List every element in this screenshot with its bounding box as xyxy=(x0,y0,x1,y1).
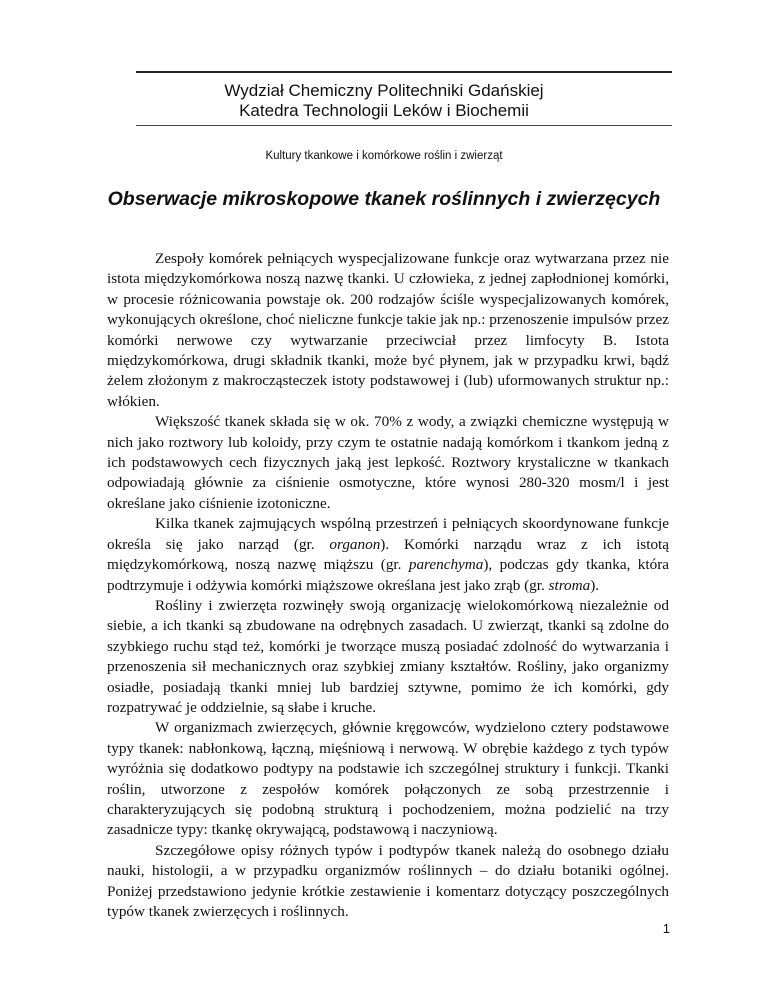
header-bottom-rule xyxy=(136,125,672,126)
paragraph: Większość tkanek składa się w ok. 70% z wody, a związki chemiczne występują w nich jako roztwory lub koloidy, przy czym te ostatnie nadają komórkom i tkankom jedną z ich podstawowych cech fizycznych jaką jest lepkość. Roztwory krystaliczne w tkankach odpowiadają głównie za ciśnienie osmotyczne, które wynosi 280-320 mosm/l i jest określane jako ciśnienie izotoniczne. xyxy=(107,413,669,512)
header-faculty: Wydział Chemiczny Politechniki Gdańskiej xyxy=(224,81,544,100)
document-title: Obserwacje mikroskopowe tkanek roślinnych i zwierzęcych xyxy=(107,188,661,210)
paragraph: Szczegółowe opisy różnych typów i podtypów tkanek należą do osobnego działu nauki, histologii, a w przypadku organizmów roślinnych – do działu botaniki ogólnej. Poniżej przedstawiono jedynie krótkie zestawienie i komentarz dotyczący poszczególnych typów tkanek zwierzęcych i roślinnych. xyxy=(107,841,669,920)
course-name: Kultury tkankowe i komórkowe roślin i zwierząt xyxy=(265,150,503,162)
paragraph: Kilka tkanek zajmujących wspólną przestrzeń i pełniących skoordynowane funkcje określa się jako narząd (gr. organon). Komórki narządu wraz z ich istotą międzykomórkową, noszą nazwę miąższu (gr. parenchyma), podczas gdy tkanka, która podtrzymuje i odżywia komórki miąższowe określana jest jako zrąb (gr. stroma). xyxy=(107,515,669,594)
page-number: 1 xyxy=(662,921,670,936)
paragraph: Rośliny i zwierzęta rozwinęły swoją organizację wielokomórkową niezależnie od siebie, a ich tkanki są zbudowane na odrębnych zasadach. U zwierząt, tkanki są zdolne do szybkiego ruchu stąd też, komórki je tworzące muszą posiadać zdolność do wytwarzania i przenoszenia sił mechanicznych oraz szybkiej zmiany kształtów. Rośliny, jako organizmy osiadłe, posiadają tkanki mniej lub bardziej sztywne, pomimo że ich komórki, gdy rozpatrywać je oddzielnie, są słabe i kruche. xyxy=(107,596,669,716)
document-body xyxy=(107,249,669,922)
paragraph: Zespoły komórek pełniących wyspecjalizowane funkcje oraz wytwarzana przez nie istota międzykomórkowa noszą nazwę tkanki. U człowieka, z jednej zapłodnionej komórki, w procesie różnicowania powstaje ok. 200 rodzajów ściśle wyspecjalizowanych komórek, wykonujących określone, choć nieliczne funkcje takie jak np.: przenoszenie impulsów przez komórki nerwowe czy wytwarzanie przeciwciał przez limfocyty B. Istota międzykomórkowa, drugi składnik tkanki, może być płynem, jak w przypadku krwi, bądź żelem złożonym z makrocząsteczek istoty podstawowej i (lub) uformowanych struktur np.: włókien. xyxy=(107,250,669,410)
header-department: Katedra Technologii Leków i Biochemii xyxy=(239,101,529,120)
header-top-rule xyxy=(136,71,672,73)
paragraph: W organizmach zwierzęcych, głównie kręgowców, wydzielono cztery podstawowe typy tkanek: nabłonkową, łączną, mięśniową i nerwową. W obrębie każdego z tych typów wyróżnia się dodatkowo podtypy na podstawie ich szczególnej struktury i funkcji. Tkanki roślin, utworzone z zespołów komórek połączonych ze sobą przestrzennie i charakteryzujących się podobną strukturą i pochodzeniem, można podzielić na trzy zasadnicze typy: tkankę okrywającą, podstawową i naczyniową. xyxy=(107,719,669,839)
